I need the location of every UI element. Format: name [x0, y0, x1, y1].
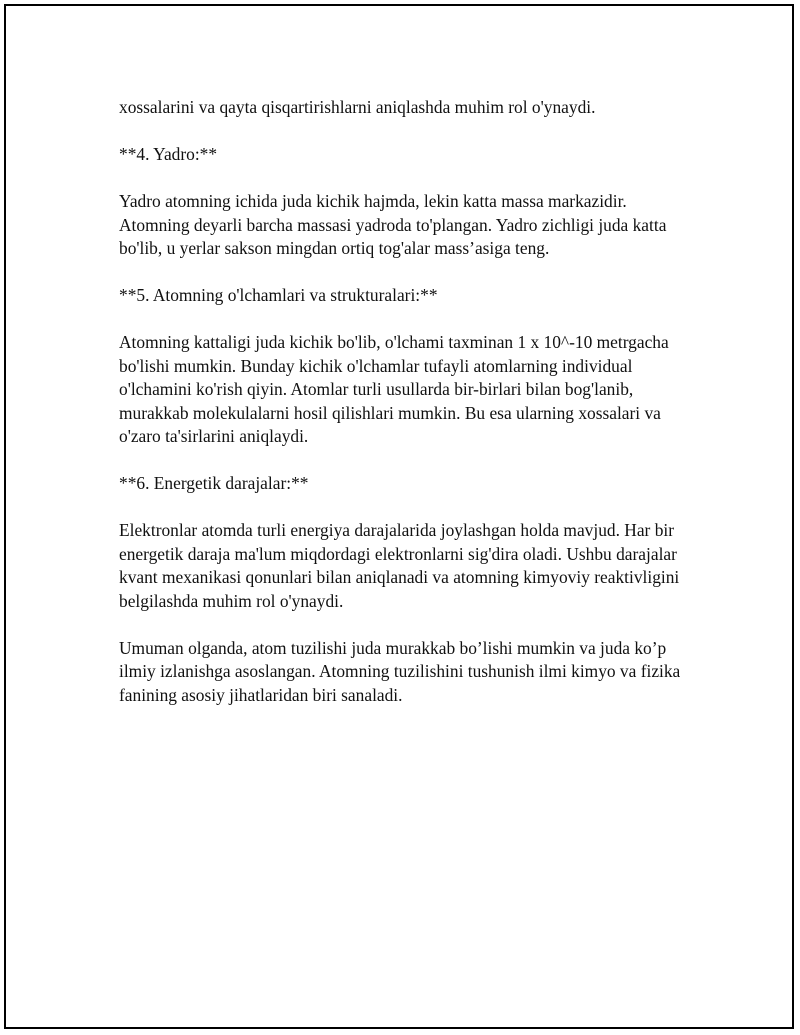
paragraph-yadro: Yadro atomning ichida juda kichik hajmda, lekin katta massa markazidir. Atomning deyarli barcha massasi yadroda to'plangan. Yadro zichligi juda katta bo'lib, u yerlar sakson mingdan ortiq tog'alar mass’asiga teng. — [119, 191, 667, 258]
section-heading-energetik: **6. Energetik darajalar:** — [119, 473, 309, 493]
document-page — [4, 4, 794, 1029]
paragraph-olchamlar: Atomning kattaligi juda kichik bo'lib, o'lchami taxminan 1 x 10^-10 metrgacha bo'lishi mumkin. Bunday kichik o'lchamlar tufayli atomlarning individual o'lchamini ko'rish qiyin. Atomlar turli usullarda bir-birlari bilan bog'lanib, murakkab molekulalarni hosil qilishlari mumkin. Bu esa ularning xossalari va o'zaro ta'sirlarini aniqlaydi. — [119, 332, 669, 446]
document-body — [119, 96, 694, 731]
section-heading-yadro: **4. Yadro:** — [119, 144, 218, 164]
paragraph-energetik: Elektronlar atomda turli energiya darajalarida joylashgan holda mavjud. Har bir energetik daraja ma'lum miqdordagi elektronlarni sig'dira oladi. Ushbu darajalar kvant mexanikasi qonunlari bilan aniqlanadi va atomning kimyoviy reaktivligini belgilashda muhim rol o'ynaydi. — [119, 520, 680, 611]
section-heading-olchamlar: **5. Atomning o'lchamlari va strukturalari:** — [119, 285, 438, 305]
paragraph-conclusion: Umuman olganda, atom tuzilishi juda murakkab bo’lishi mumkin va juda ko’p ilmiy izlanishga asoslangan. Atomning tuzilishini tushunish ilmi kimyo va fizika fanining asosiy jihatlaridan biri sanaladi. — [119, 637, 681, 705]
paragraph-continuation: xossalarini va qayta qisqartirishlarni aniqlashda muhim rol o'ynaydi. — [119, 97, 596, 117]
